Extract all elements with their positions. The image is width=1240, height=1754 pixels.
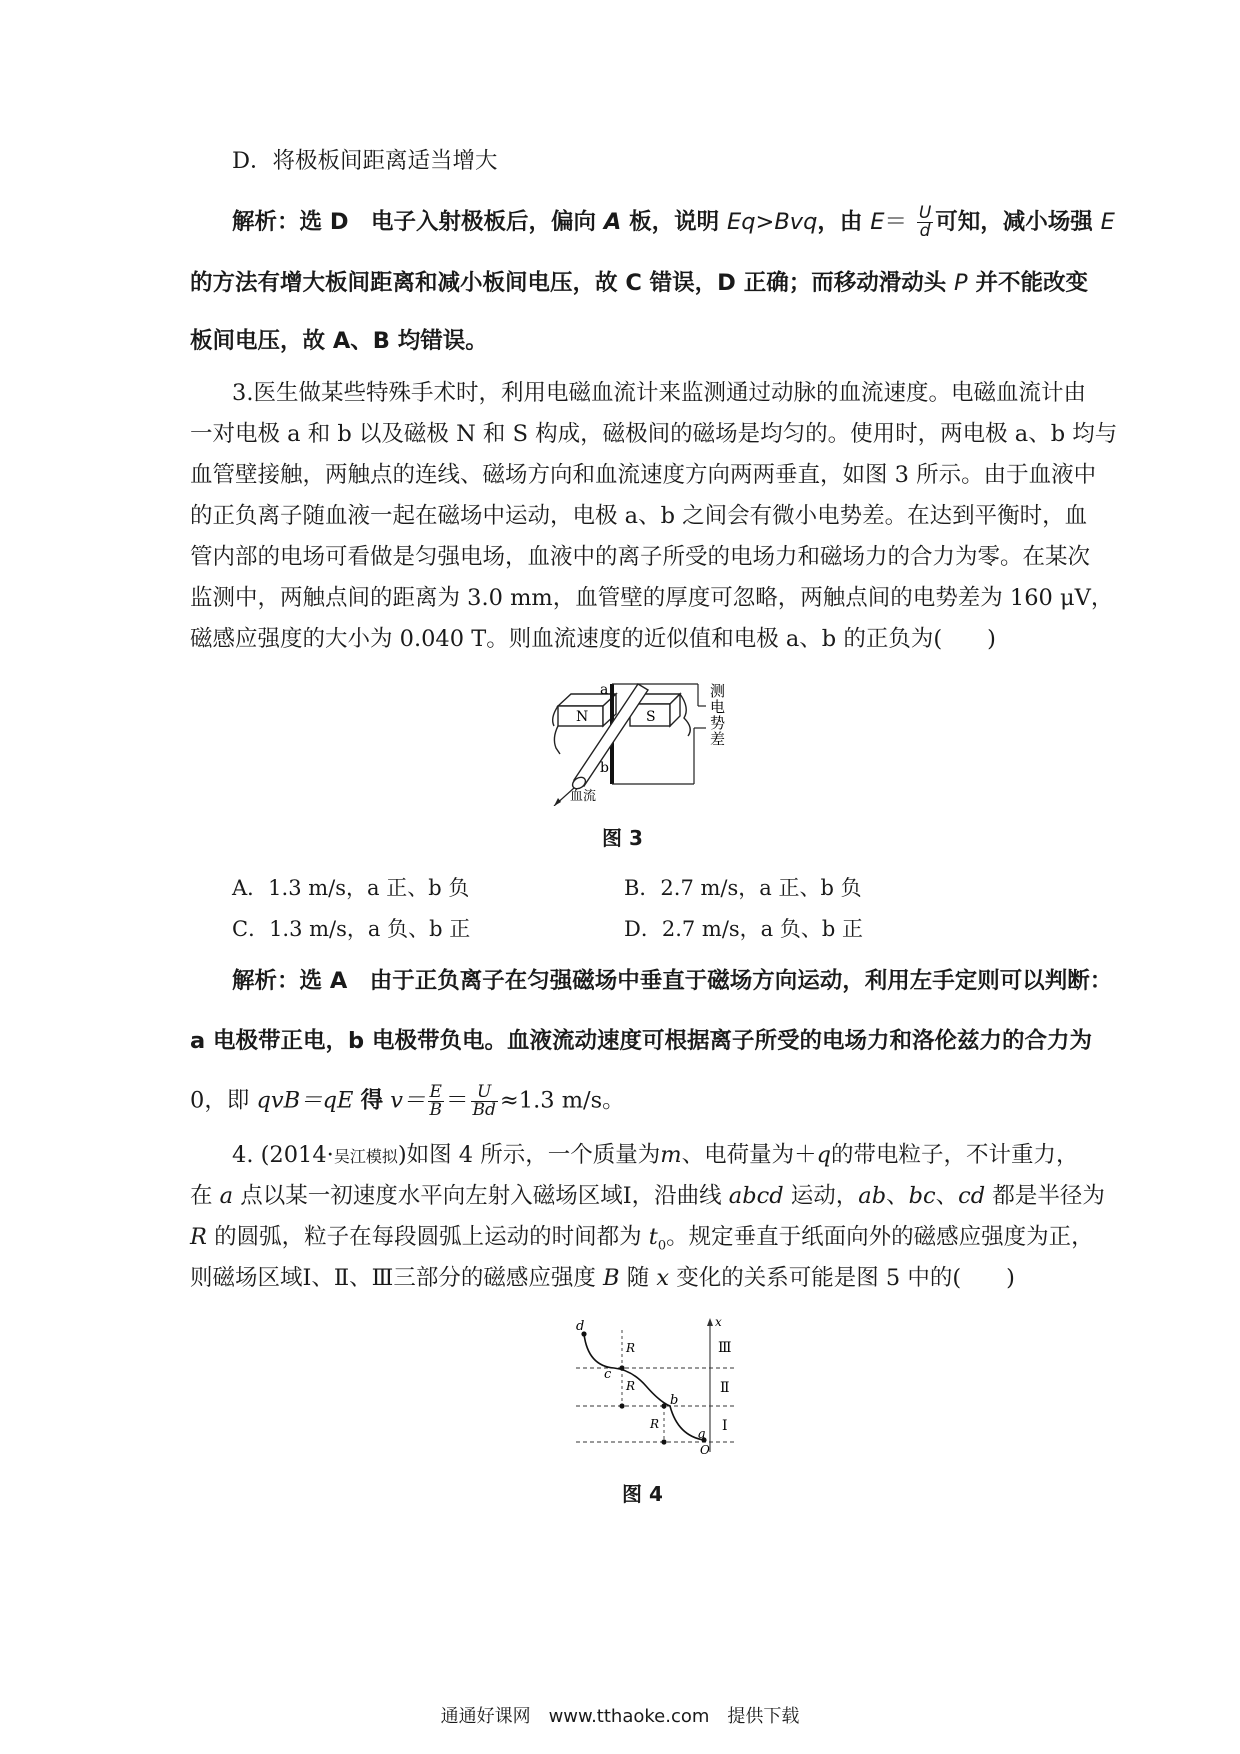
- q4-line-2: 在 a 点以某一初速度水平向左射入磁场区域Ⅰ，沿曲线 abcd 运动，ab、bc、cd 都是半径为: [190, 1183, 1105, 1209]
- label-r-2: R: [626, 1379, 636, 1393]
- q4-line-4: 则磁场区域Ⅰ、Ⅱ、Ⅲ三部分的磁感应强度 B 随 x 变化的关系可能是图 5 中的( ): [190, 1265, 1015, 1291]
- label-s: S: [646, 709, 656, 725]
- label-measure-1: 测: [710, 682, 726, 700]
- q3-line-5: 管内部的电场可看做是匀强电场，血液中的离子所受的电场力和磁场力的合力为零。在某次: [190, 544, 1091, 570]
- label-x: x: [715, 1316, 722, 1329]
- fraction-e-over-b: $\frac{E}{B}$: [429, 1082, 443, 1120]
- option-d: D．将极板间距离适当增大: [232, 148, 498, 174]
- label-o: O: [700, 1443, 710, 1456]
- label-measure-2: 电: [710, 698, 726, 716]
- label-b: b: [670, 1393, 679, 1408]
- figure-4-caption: 图 4: [622, 1482, 663, 1506]
- answer-explanation-line-1: 解析：选 D 电子入射极板后，偏向 A 板，说明 Eq>Bvq，由 E＝ $\frac{U}{d}$ 可知，减小场强 E: [232, 203, 1115, 241]
- q3-answer-line-3: 0，即 qvB＝qE 得 v＝ $\frac{E}{B}$ ＝ $\frac{U}{Bd}$ ≈1.3 m/s。: [190, 1082, 625, 1120]
- label-measure-4: 差: [710, 730, 726, 748]
- q3-line-6: 监测中，两触点间的距离为 3.0 mm，血管壁的厚度可忽略，两触点间的电势差为 160 μV，: [190, 585, 1114, 611]
- fraction-u-over-d: $\frac{U}{d}$: [918, 203, 932, 241]
- label-d: d: [576, 1319, 585, 1334]
- q4-line-1: 4. (2014·吴江模拟)如图 4 所示，一个质量为m、电荷量为＋q的带电粒子，不计重力，: [232, 1142, 1079, 1168]
- q3-option-d: D．2.7 m/s，a 负、b 正: [624, 917, 863, 941]
- label-c: c: [604, 1367, 612, 1382]
- particle-trajectory: [584, 1334, 704, 1440]
- q4-line-3: R 的圆弧，粒子在每段圆弧上运动的时间都为 $t_0$。规定垂直于纸面向外的磁感应强度为正，: [190, 1224, 1094, 1254]
- label-region-i: Ⅰ: [722, 1418, 728, 1434]
- q3-answer-line-2: a 电极带正电，b 电极带负电。血液流动速度可根据离子所受的电场力和洛伦兹力的合力为: [190, 1028, 1092, 1054]
- q3-option-b: B．2.7 m/s，a 正、b 负: [624, 876, 862, 900]
- q3-line-7: 磁感应强度的大小为 0.040 T。则血流速度的近似值和电极 a、b 的正负为( ): [190, 626, 996, 652]
- q3-line-4: 的正负离子随血液一起在磁场中运动，电极 a、b 之间会有微小电势差。在达到平衡时，血: [190, 503, 1088, 529]
- q3-option-c: C．1.3 m/s，a 负、b 正: [232, 917, 471, 941]
- label-blood-flow: 血流: [570, 789, 597, 804]
- answer-explanation-line-3: 板间电压，故 A、B 均错误。: [190, 328, 488, 354]
- label-n: N: [576, 709, 589, 725]
- q3-line-1: 3.医生做某些特殊手术时，利用电磁血流计来监测通过动脉的血流速度。电磁血流计由: [232, 380, 1086, 406]
- label-r-3: R: [650, 1417, 660, 1431]
- label-a: a: [698, 1427, 706, 1442]
- q3-answer-line-1: 解析：选 A 由于正负离子在匀强磁场中垂直于磁场方向运动，利用左手定则可以判断：: [232, 968, 1113, 994]
- figure-3-electromagnetic-flowmeter: [548, 676, 748, 806]
- label-r-1: R: [626, 1341, 636, 1355]
- fraction-u-over-bd: $\frac{U}{Bd}$: [472, 1082, 496, 1120]
- label-region-iii: Ⅲ: [718, 1340, 732, 1356]
- label-measure-3: 势: [710, 714, 726, 732]
- answer-explanation-line-2: 的方法有增大板间距离和减小板间电压，故 C 错误，D 正确；而移动滑动头 P 并不能改变: [190, 270, 1088, 296]
- q3-line-3: 血管壁接触，两触点的连线、磁场方向和血流速度方向两两垂直，如图 3 所示。由于血液中: [190, 462, 1097, 488]
- figure-4-particle-path: [574, 1316, 744, 1456]
- q3-line-2: 一对电极 a 和 b 以及磁极 N 和 S 构成，磁极间的磁场是均匀的。使用时，两电极 a、b 均与: [190, 421, 1118, 447]
- label-region-ii: Ⅱ: [720, 1380, 730, 1396]
- label-b: b: [600, 760, 609, 776]
- figure-3-caption: 图 3: [602, 826, 643, 850]
- page-footer: 通通好课网 www.tthaoke.com 提供下载: [440, 1706, 800, 1727]
- label-a: a: [600, 682, 609, 698]
- q3-option-a: A．1.3 m/s，a 正、b 负: [232, 876, 470, 900]
